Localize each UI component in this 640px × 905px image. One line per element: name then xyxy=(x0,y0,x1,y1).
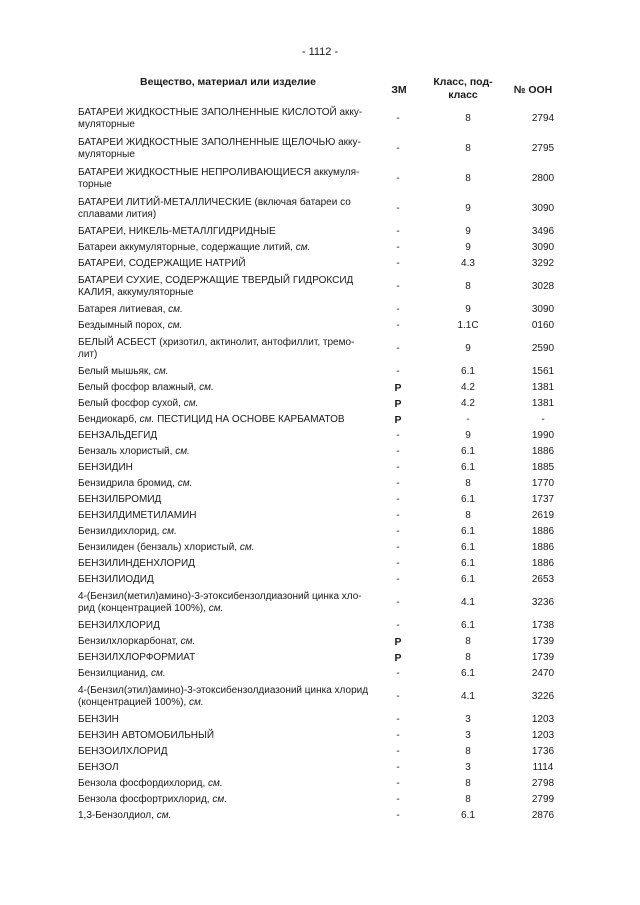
table-row xyxy=(78,508,568,524)
class-cell: 6.1 xyxy=(461,557,475,569)
un-number-cell: 1737 xyxy=(531,493,555,505)
substance-name-line: Бензола фосфортрихлорид, xyxy=(78,793,210,805)
table-row xyxy=(78,396,568,412)
see-reference: см. xyxy=(239,541,255,553)
see-reference: см. xyxy=(162,525,177,537)
table-row xyxy=(78,540,568,556)
substance-name-line: БАТАРЕИ ЖИДКОСТНЫЕ ЗАПОЛНЕННЫЕ ЩЕЛОЧЬЮ акку- xyxy=(78,136,361,148)
zm-cell: - xyxy=(396,541,400,553)
zm-cell: - xyxy=(396,172,400,184)
un-number-cell: 3292 xyxy=(531,257,555,269)
un-number-cell: - xyxy=(541,413,545,425)
class-cell: 9 xyxy=(465,342,471,354)
zm-cell: - xyxy=(396,509,400,521)
see-reference: см. xyxy=(151,667,166,679)
class-cell: 8 xyxy=(465,745,471,757)
substance-name xyxy=(78,107,378,132)
class-cell: 4.1 xyxy=(461,690,475,702)
un-number-cell: 1381 xyxy=(531,381,555,393)
substance-name xyxy=(78,542,378,555)
un-number-cell: 1990 xyxy=(531,429,555,441)
substance-name-line: БЕНЗАЛЬДЕГИД xyxy=(78,429,158,441)
table-row xyxy=(78,240,568,256)
zm-cell: - xyxy=(396,142,400,154)
class-cell: 6.1 xyxy=(461,525,475,537)
see-reference: см. xyxy=(153,365,169,377)
zm-cell: - xyxy=(396,793,400,805)
table-row xyxy=(78,380,568,396)
class-cell: 9 xyxy=(465,202,471,214)
class-cell: 9 xyxy=(465,225,471,237)
un-number-cell: 1886 xyxy=(531,525,555,537)
substance-name-line: БЕНЗИЛИНДЕНХЛОРИД xyxy=(78,557,195,569)
table-row xyxy=(78,134,568,164)
table-row xyxy=(78,572,568,588)
substance-name-line: БЕНЗИДИН xyxy=(78,461,133,473)
substance-name xyxy=(78,366,378,379)
zm-cell: - xyxy=(396,713,400,725)
substance-name xyxy=(78,762,378,775)
zm-cell: - xyxy=(396,619,400,631)
zm-cell: - xyxy=(396,557,400,569)
zm-cell: - xyxy=(396,342,400,354)
table-row xyxy=(78,104,568,134)
table-row xyxy=(78,272,568,302)
substance-name-line: БЕНЗИЛХЛОРИД xyxy=(78,619,160,631)
substance-name-line: БЕНЗИН АВТОМОБИЛЬНЫЙ xyxy=(78,729,215,741)
substance-name xyxy=(78,810,378,823)
un-number-cell: 3226 xyxy=(531,690,555,702)
substance-name xyxy=(78,167,378,192)
table-row xyxy=(78,460,568,476)
substance-name-line: БАТАРЕИ СУХИЕ, СОДЕРЖАЩИЕ ТВЕРДЫЙ ГИДРОКСИД xyxy=(78,274,354,286)
substance-name xyxy=(78,746,378,759)
zm-cell: - xyxy=(396,303,400,315)
column-header-substance: Вещество, материал или изделие xyxy=(140,76,316,88)
un-number-cell: 1203 xyxy=(531,729,555,741)
substance-name xyxy=(78,778,378,791)
class-cell: 8 xyxy=(465,635,471,647)
see-reference: см. xyxy=(295,241,311,253)
substance-name xyxy=(78,668,378,681)
substance-name-line: Бендиокарб, xyxy=(78,413,137,425)
table-row xyxy=(78,412,568,428)
un-number-cell: 2798 xyxy=(531,777,555,789)
table-row xyxy=(78,712,568,728)
class-cell: 9 xyxy=(465,303,471,315)
see-reference: см. xyxy=(167,319,183,331)
class-cell: 6.1 xyxy=(461,573,475,585)
substance-name-line: БЕНЗИЛДИМЕТИЛАМИН xyxy=(78,509,197,521)
substance-name-line: БАТАРЕИ, НИКЕЛЬ-МЕТАЛЛГИДРИДНЫЕ xyxy=(78,225,276,237)
class-cell: 6.1 xyxy=(461,809,475,821)
substance-name-line: БЕНЗИЛБРОМИД xyxy=(78,493,162,505)
substance-name xyxy=(78,304,378,317)
un-number-cell: 1736 xyxy=(531,745,555,757)
un-number-cell: 1886 xyxy=(531,541,555,553)
table-row xyxy=(78,334,568,364)
zm-cell: - xyxy=(396,365,400,377)
zm-cell: - xyxy=(396,319,400,331)
substance-name-line: 4-(Бензил(этил)амино)-3-этоксибензолдиазоний цинка хлорид xyxy=(78,684,369,696)
substance-name xyxy=(78,398,378,411)
column-header-un-number: № ООН xyxy=(513,84,553,96)
substance-name xyxy=(78,446,378,459)
un-number-cell: 2590 xyxy=(531,342,555,354)
un-number-cell: 2876 xyxy=(531,809,555,821)
class-cell: 4.1 xyxy=(461,596,475,608)
class-cell: 1.1C xyxy=(457,319,479,331)
substance-name xyxy=(78,714,378,727)
class-cell: - xyxy=(466,413,470,425)
zm-cell: - xyxy=(396,667,400,679)
substance-name-line: Бензилхлоркарбонат, xyxy=(78,635,178,647)
substance-name-line: КАЛИЯ, аккумуляторные xyxy=(78,287,194,298)
un-number-cell: 2794 xyxy=(531,112,555,124)
table-row xyxy=(78,492,568,508)
class-cell: 4.2 xyxy=(461,381,475,393)
class-cell: 3 xyxy=(465,729,471,741)
see-reference: см. xyxy=(199,381,214,393)
un-number-cell: 1203 xyxy=(531,713,555,725)
un-number-cell: 2800 xyxy=(531,172,555,184)
table-row xyxy=(78,164,568,194)
table-row xyxy=(78,524,568,540)
substance-name-line: БАТАРЕИ ЖИДКОСТНЫЕ ЗАПОЛНЕННЫЕ КИСЛОТОЙ акку- xyxy=(78,106,363,118)
class-cell: 4.2 xyxy=(461,397,475,409)
class-cell: 8 xyxy=(465,793,471,805)
un-number-cell: 1886 xyxy=(531,557,555,569)
table-row xyxy=(78,588,568,618)
table-row xyxy=(78,256,568,272)
zm-cell: P xyxy=(394,635,402,648)
substance-name-line: Бездымный порох, xyxy=(78,319,166,331)
zm-cell: P xyxy=(394,651,402,664)
table-row xyxy=(78,428,568,444)
substance-name xyxy=(78,685,378,710)
table-row xyxy=(78,194,568,224)
substance-name-line: сплавами лития) xyxy=(78,209,157,220)
table-row xyxy=(78,650,568,666)
substance-name xyxy=(78,574,378,587)
table-row xyxy=(78,556,568,572)
substance-name xyxy=(78,430,378,443)
substance-name-line: рид (концентрацией 100%), xyxy=(78,603,206,614)
class-cell: 6.1 xyxy=(461,461,475,473)
see-reference: см. xyxy=(208,777,223,789)
un-number-cell: 1114 xyxy=(532,761,554,773)
substance-name-line: 4-(Бензил(метил)амино)-3-этоксибензолдиазоний цинка хло- xyxy=(78,590,362,602)
see-reference: см. xyxy=(208,603,224,614)
see-reference: см. xyxy=(139,413,155,425)
substance-name-line: 1,3-Бензолдиол, xyxy=(78,809,154,821)
zm-cell: - xyxy=(396,461,400,473)
substance-name xyxy=(78,652,378,665)
table-row xyxy=(78,302,568,318)
see-reference: см. xyxy=(189,697,204,708)
substance-name xyxy=(78,382,378,395)
un-number-cell: 1770 xyxy=(531,477,555,489)
substance-name-line: Бензаль хлористый, xyxy=(78,445,173,457)
un-number-cell: 2795 xyxy=(531,142,555,154)
class-cell: 8 xyxy=(465,112,471,124)
zm-cell: - xyxy=(396,761,400,773)
substance-name-line: БЕЛЫЙ АСБЕСТ (хризотил, актинолит, антофиллит, тремо- xyxy=(78,336,355,348)
see-reference: см. xyxy=(175,445,190,457)
page-number: - 1112 - xyxy=(301,46,339,58)
substance-name-line: БАТАРЕИ, СОДЕРЖАЩИЕ НАТРИЙ xyxy=(78,257,246,269)
un-number-cell: 1381 xyxy=(531,397,555,409)
substance-name-line: БЕНЗОЛ xyxy=(78,761,119,773)
substance-name xyxy=(78,258,378,271)
column-header-zm: ЗМ xyxy=(391,84,407,96)
table-row xyxy=(78,682,568,712)
substance-name xyxy=(78,414,378,427)
table-row xyxy=(78,728,568,744)
substances-table xyxy=(78,104,568,824)
substance-name xyxy=(78,275,378,300)
substance-name xyxy=(78,197,378,222)
substance-name xyxy=(78,636,378,649)
un-number-cell: 2653 xyxy=(531,573,555,585)
substance-name-line: Белый мышьяк, xyxy=(78,365,152,377)
class-cell: 8 xyxy=(465,477,471,489)
see-reference: см. xyxy=(168,303,183,315)
class-cell: 8 xyxy=(465,651,471,663)
zm-cell: P xyxy=(394,381,402,394)
table-row xyxy=(78,760,568,776)
substance-name-line: муляторные xyxy=(78,149,135,160)
substance-name xyxy=(78,320,378,333)
un-number-cell: 3028 xyxy=(531,280,555,292)
substance-name xyxy=(78,478,378,491)
substance-name xyxy=(78,510,378,523)
un-number-cell: 1739 xyxy=(531,651,555,663)
substance-name-line: Бензилцианид, xyxy=(78,667,149,679)
zm-cell: - xyxy=(396,525,400,537)
substance-name-line: БЕНЗОИЛХЛОРИД xyxy=(78,745,168,757)
table-row xyxy=(78,444,568,460)
zm-cell: - xyxy=(396,112,400,124)
class-cell: 6.1 xyxy=(461,619,475,631)
substance-name xyxy=(78,794,378,807)
substance-name xyxy=(78,558,378,571)
substance-name-line: Бензилдихлорид, xyxy=(78,525,160,537)
substance-name-line: Батареи аккумуляторные, содержащие литий, xyxy=(78,241,293,253)
substance-name xyxy=(78,226,378,239)
substance-name-line: БАТАРЕИ ЖИДКОСТНЫЕ НЕПРОЛИВАЮЩИЕСЯ аккумуля- xyxy=(78,166,360,178)
zm-cell: - xyxy=(396,241,400,253)
substance-name-line: Белый фосфор влажный, xyxy=(78,381,197,393)
substance-name xyxy=(78,137,378,162)
substance-name-line: Батарея литиевая, xyxy=(78,303,166,315)
substance-name-line: БЕНЗИЛХЛОРФОРМИАТ xyxy=(78,651,196,663)
see-reference: см. xyxy=(177,477,193,489)
class-cell: 8 xyxy=(465,142,471,154)
zm-cell: - xyxy=(396,596,400,608)
zm-cell: - xyxy=(396,257,400,269)
un-number-cell: 3496 xyxy=(531,225,555,237)
substance-name-line: торные xyxy=(78,179,112,190)
un-number-cell: 1886 xyxy=(531,445,555,457)
zm-cell: - xyxy=(396,573,400,585)
class-cell: 4.3 xyxy=(461,257,475,269)
substance-name-line: Бензидрила бромид, xyxy=(78,477,175,489)
substance-name-line: БЕНЗИЛИОДИД xyxy=(78,573,154,585)
substance-name-line: БЕНЗИН xyxy=(78,713,119,725)
substance-name xyxy=(78,591,378,616)
zm-cell: - xyxy=(396,280,400,292)
substance-name xyxy=(78,730,378,743)
class-cell: 6.1 xyxy=(461,445,475,457)
substance-name-line: БАТАРЕИ ЛИТИЙ-МЕТАЛЛИЧЕСКИЕ (включая батареи со xyxy=(78,196,351,208)
un-number-cell: 2470 xyxy=(531,667,555,679)
class-cell: 3 xyxy=(465,713,471,725)
substance-name-line: Бензилиден (бензаль) хлористый, xyxy=(78,541,238,553)
substance-name xyxy=(78,526,378,539)
substance-name-line: (концентрацией 100%), xyxy=(78,697,187,708)
zm-cell: - xyxy=(396,809,400,821)
zm-cell: P xyxy=(394,397,402,410)
substance-name-line: Белый фосфор сухой, xyxy=(78,397,181,409)
un-number-cell: 2619 xyxy=(531,509,555,521)
table-row xyxy=(78,364,568,380)
un-number-cell: 1885 xyxy=(531,461,555,473)
see-reference: см. xyxy=(212,793,227,805)
zm-cell: - xyxy=(396,777,400,789)
class-cell: 6.1 xyxy=(461,493,475,505)
see-reference: см. xyxy=(183,397,199,409)
class-cell: 3 xyxy=(465,761,471,773)
class-cell: 6.1 xyxy=(461,667,475,679)
reference-target: ПЕСТИЦИД НА ОСНОВЕ КАРБАМАТОВ xyxy=(157,413,345,425)
un-number-cell: 1561 xyxy=(531,365,555,377)
class-cell: 9 xyxy=(465,429,471,441)
table-row xyxy=(78,744,568,760)
un-number-cell: 3236 xyxy=(531,596,555,608)
zm-cell: - xyxy=(396,477,400,489)
table-row xyxy=(78,666,568,682)
substance-name-line: Бензола фосфордихлорид, xyxy=(78,777,206,789)
substance-name xyxy=(78,620,378,633)
zm-cell: - xyxy=(396,745,400,757)
zm-cell: P xyxy=(394,413,402,426)
class-cell: 8 xyxy=(465,172,471,184)
column-header-class: Класс, под- класс xyxy=(433,76,493,101)
un-number-cell: 2799 xyxy=(531,793,555,805)
class-cell: 9 xyxy=(465,241,471,253)
zm-cell: - xyxy=(396,225,400,237)
zm-cell: - xyxy=(396,690,400,702)
zm-cell: - xyxy=(396,429,400,441)
table-row xyxy=(78,224,568,240)
see-reference: см. xyxy=(156,809,172,821)
table-row xyxy=(78,476,568,492)
un-number-cell: 1738 xyxy=(531,619,555,631)
class-cell: 6.1 xyxy=(461,365,475,377)
substance-name-line: лит) xyxy=(78,349,98,360)
un-number-cell: 3090 xyxy=(531,202,555,214)
class-cell: 6.1 xyxy=(461,541,475,553)
table-row xyxy=(78,808,568,824)
un-number-cell: 3090 xyxy=(531,303,555,315)
table-row xyxy=(78,792,568,808)
zm-cell: - xyxy=(396,493,400,505)
class-cell: 8 xyxy=(465,280,471,292)
class-cell: 8 xyxy=(465,509,471,521)
zm-cell: - xyxy=(396,729,400,741)
un-number-cell: 1739 xyxy=(531,635,555,647)
un-number-cell: 0160 xyxy=(531,319,555,331)
class-cell: 8 xyxy=(465,777,471,789)
table-row xyxy=(78,618,568,634)
table-row xyxy=(78,634,568,650)
substance-name xyxy=(78,494,378,507)
substance-name-line: муляторные xyxy=(78,119,135,130)
zm-cell: - xyxy=(396,445,400,457)
substance-name xyxy=(78,242,378,255)
substance-name xyxy=(78,337,378,362)
zm-cell: - xyxy=(396,202,400,214)
see-reference: см. xyxy=(180,635,196,647)
table-row xyxy=(78,776,568,792)
un-number-cell: 3090 xyxy=(531,241,555,253)
substance-name xyxy=(78,462,378,475)
table-row xyxy=(78,318,568,334)
